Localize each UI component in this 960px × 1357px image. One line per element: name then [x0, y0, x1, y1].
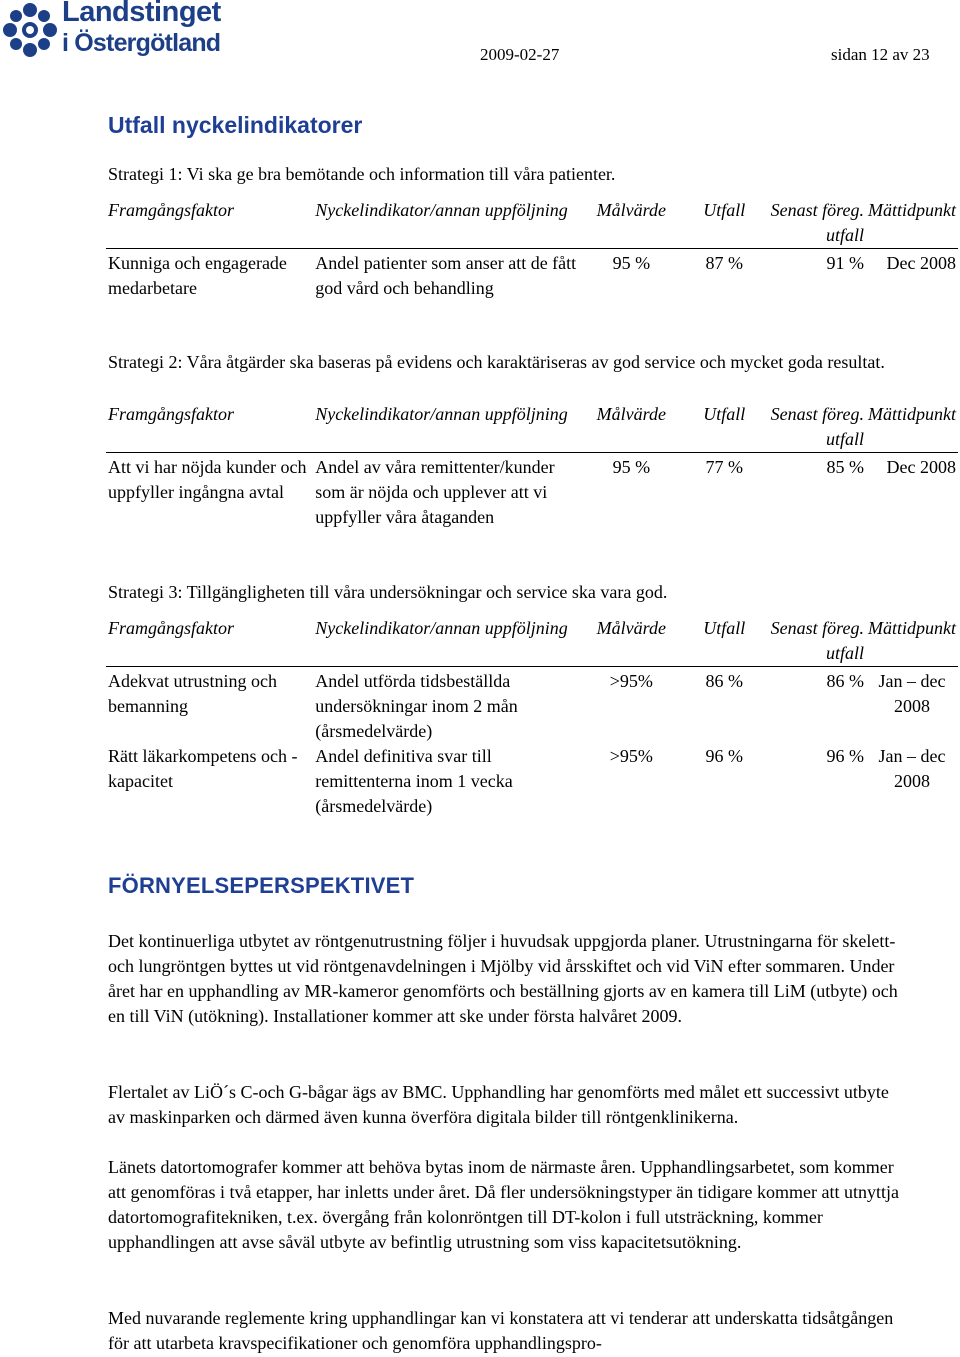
cell-previous: 86 %: [826, 671, 864, 691]
cell-target: >95%: [609, 746, 653, 766]
col-indicator: Nyckelindikator/annan uppföljning: [313, 616, 578, 667]
kpi-table-1: [106, 198, 958, 301]
cell-indicator: Andel utförda tidsbeställda undersökningar inom 2 mån (årsmedelvärde): [315, 671, 518, 741]
table-header-row: [106, 616, 958, 667]
cell-outcome: 77 %: [705, 457, 743, 477]
page-number: sidan 12 av 23: [831, 45, 930, 64]
col-indicator: Nyckelindikator/annan uppföljning: [313, 402, 578, 453]
section-heading: FÖRNYELSEPERSPEKTIVET: [108, 873, 415, 898]
cell-target: >95%: [609, 671, 653, 691]
col-previous: Senast föreg. utfall: [764, 198, 866, 249]
cell-outcome: 86 %: [705, 671, 743, 691]
cell-indicator: Andel av våra remittenter/kunder som är nöjda och upplever att vi uppfyller våra åtaganden: [315, 457, 555, 527]
logo-text-line2: i Östergötland: [62, 29, 221, 57]
strategy-3-text: Strategi 3: Tillgängligheten till våra undersökningar och service ska vara god.: [108, 582, 668, 602]
cell-outcome: 96 %: [705, 746, 743, 766]
cell-outcome: 87 %: [705, 253, 743, 273]
col-previous: Senast föreg. utfall: [764, 616, 866, 667]
col-time: Mättidpunkt: [866, 402, 958, 453]
paragraph-2: Flertalet av LiÖ´s C-och G-bågar ägs av BMC. Upphandling har genomförts med målet ett successivt utbyte av maskinparken och därmed även kunna överföra digitala bilder till röntgenklinikerna.: [108, 1082, 889, 1127]
logo: [2, 0, 242, 62]
col-target: Målvärde: [579, 402, 684, 453]
col-time: Mättidpunkt: [866, 198, 958, 249]
cell-indicator: Andel patienter som anser att de fått god vård och behandling: [315, 253, 577, 298]
kpi-table-3: [106, 616, 958, 819]
cell-factor: Kunniga och engagerade medarbetare: [108, 253, 287, 298]
col-factor: Framgångsfaktor: [106, 402, 313, 453]
col-previous: Senast föreg. utfall: [764, 402, 866, 453]
table-row: [106, 667, 958, 745]
cell-indicator: Andel definitiva svar till remittenterna inom 1 vecka (årsmedelvärde): [315, 746, 513, 816]
paragraph-1: Det kontinuerliga utbytet av röntgenutrustning följer i huvudsak uppgjorda planer. Utrustningarna för skelett- och lungröntgen byttes ut vid röntgenavdelningen i Mjölby vid årsskiftet och vid ViN efter sommaren. Under året har en upphandling av MR-kameror genomförts och beställning gjorts av en kamera till LiM (utbyte) och en till ViN (utökning). Installationer kommer att ske under första halvåret 2009.: [108, 931, 898, 1026]
cell-time: Dec 2008: [886, 457, 956, 477]
cell-time: Dec 2008: [886, 253, 956, 273]
cell-factor: Att vi har nöjda kunder och uppfyller ingångna avtal: [108, 457, 307, 502]
col-target: Målvärde: [579, 198, 684, 249]
col-outcome: Utfall: [684, 198, 764, 249]
col-outcome: Utfall: [684, 402, 764, 453]
col-indicator: Nyckelindikator/annan uppföljning: [313, 198, 578, 249]
col-outcome: Utfall: [684, 616, 764, 667]
col-factor: Framgångsfaktor: [106, 616, 313, 667]
col-target: Målvärde: [579, 616, 684, 667]
table-row: [106, 249, 958, 302]
cell-time: Jan – dec 2008: [878, 746, 946, 791]
cell-factor: Rätt läkarkompetens och -kapacitet: [108, 746, 298, 791]
cell-previous: 91 %: [826, 253, 864, 273]
paragraph-3: Länets datortomografer kommer att behöva bytas inom de närmaste åren. Upphandlingsarbetet, som kommer att genomföras i två etapper, har inletts under året. Då fler undersökningstyper än tidigare kommer att utnyttja datortomografitekniken, t.ex. övergång från kolonröntgen till DT-kolon i full utsträckning, kommer upphandlingen att avse såväl utbyte av befintlig utrustning som viss kapacitetsutökning.: [108, 1157, 900, 1252]
cell-target: 95 %: [612, 457, 651, 477]
cell-time: Jan – dec 2008: [878, 671, 946, 716]
strategy-2-text: Strategi 2: Våra åtgärder ska baseras på evidens och karaktäriseras av god service och mycket goda resultat.: [108, 352, 885, 372]
document-date: 2009-02-27: [480, 45, 560, 64]
table-header-row: [106, 198, 958, 249]
crown-emblem-icon: [2, 2, 58, 58]
cell-factor: Adekvat utrustning och bemanning: [108, 671, 277, 716]
cell-previous: 96 %: [826, 746, 864, 766]
table-header-row: [106, 402, 958, 453]
table-row: [106, 744, 958, 819]
strategy-1-text: Strategi 1: Vi ska ge bra bemötande och information till våra patienter.: [108, 164, 616, 184]
paragraph-4: Med nuvarande reglemente kring upphandlingar kan vi konstatera att vi tenderar att underskatta tidsåtgången för att utarbeta kravspecifikationer och genomföra upphandlingspro-: [108, 1308, 894, 1353]
logo-text-line1: Landstinget: [62, 0, 221, 28]
col-time: Mättidpunkt: [866, 616, 958, 667]
cell-previous: 85 %: [826, 457, 864, 477]
kpi-table-2: [106, 402, 958, 530]
cell-target: 95 %: [612, 253, 651, 273]
col-factor: Framgångsfaktor: [106, 198, 313, 249]
page-title: Utfall nyckelindikatorer: [108, 112, 363, 138]
table-row: [106, 453, 958, 531]
